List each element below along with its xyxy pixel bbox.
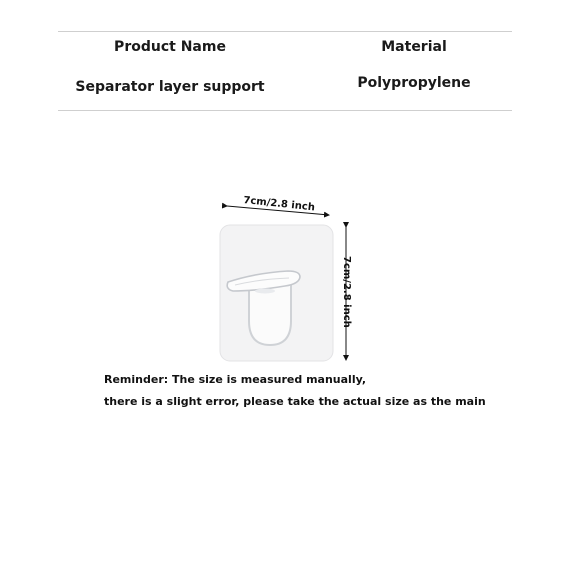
width-dimension-label: 7cm/2.8 inch [242, 195, 316, 214]
table-bottom-rule [58, 110, 512, 111]
table-top-rule [58, 31, 512, 32]
bracket-hole-highlight [255, 289, 275, 294]
reminder-line-1: Reminder: The size is measured manually, [104, 373, 367, 386]
header-material: Material [381, 39, 447, 55]
height-dimension-label: 7cm/2.8 inch [341, 256, 352, 328]
adhesive-shelf-bracket-icon [220, 225, 333, 361]
header-product-name: Product Name [114, 39, 226, 55]
value-product-name: Separator layer support [75, 79, 265, 95]
reminder-line-2: there is a slight error, please take the actual size as the main [104, 395, 486, 408]
value-material: Polypropylene [357, 75, 471, 91]
